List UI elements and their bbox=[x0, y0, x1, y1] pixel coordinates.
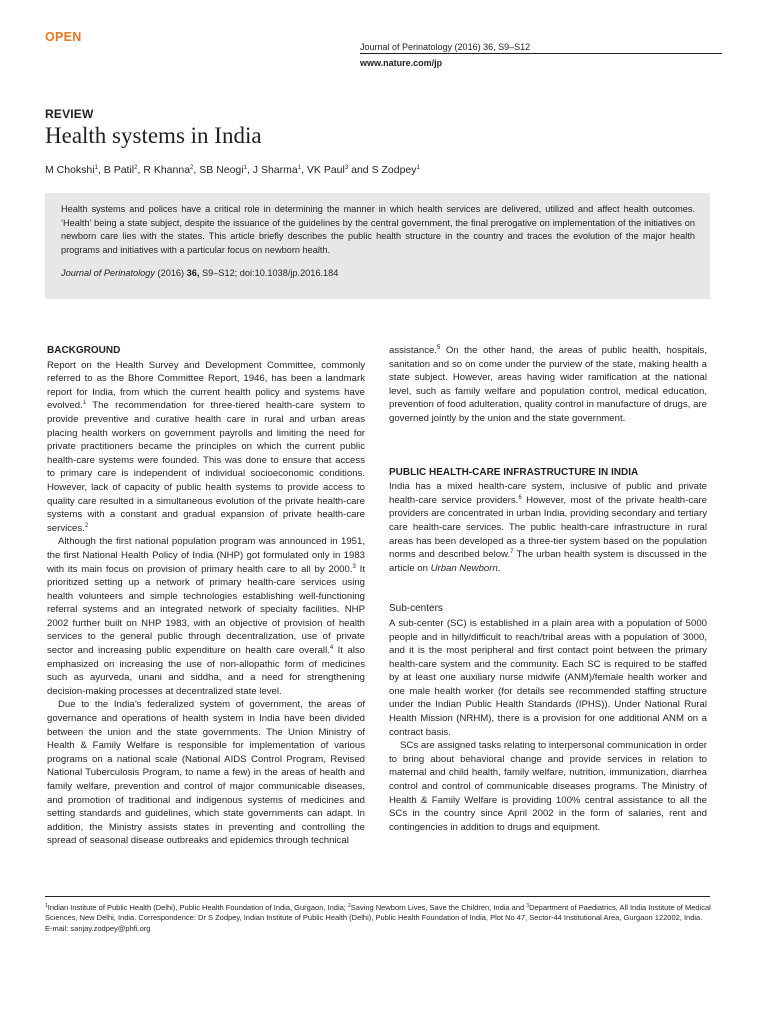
author-list: M Chokshi$^1$, B Patil$^2$, R Khanna$^2$, SB Neogi$^1$, J Sharma$^1$, VK Paul$^3$ and S Zodpey$^1$ bbox=[45, 164, 420, 176]
author-conjunction: and bbox=[348, 164, 372, 176]
paragraph-text: assistance. bbox=[389, 345, 437, 356]
affiliation-marker: 1 bbox=[45, 903, 48, 909]
reference-marker[interactable]: 4 bbox=[329, 645, 334, 652]
section-label: REVIEW bbox=[45, 107, 94, 121]
header-rule bbox=[360, 53, 722, 54]
author-affiliation: 2 bbox=[190, 165, 194, 171]
citation-pages-doi: S9–S12; doi:10.1038/jp.2016.184 bbox=[199, 268, 339, 279]
journal-citation-header: Journal of Perinatology (2016) 36, S9–S12 bbox=[360, 42, 531, 52]
abstract-box bbox=[45, 193, 710, 299]
paragraph-text: However, most of the private health-care providers are concentrated in urban India, providing secondary and tertiary care health-care services. The public health-care infrastructure in rural areas has been developed as a three-tier system based on the population norms and described below. bbox=[389, 494, 708, 561]
reference-marker[interactable]: 2 bbox=[84, 522, 89, 529]
journal-url-link[interactable]: www.nature.com/jp bbox=[360, 58, 443, 68]
paragraph-text: India has a mixed health-care system, inclusive of public and private health-care service providers. bbox=[389, 481, 707, 506]
paragraph-text: Although the first national population program was announced in 1951, the first National Health Policy of India (NHP) got formulated only in 1983 with its main focus on provision of primary health care to all by 2000. bbox=[47, 536, 365, 575]
affiliation-text: Indian Institute of Public Health (Delhi), Public Health Foundation of India, Gurgaon, India; bbox=[47, 903, 348, 912]
reference-marker[interactable]: 7 bbox=[510, 549, 514, 556]
author-affiliation: 3 bbox=[344, 165, 349, 171]
infrastructure-heading: PUBLIC HEALTH-CARE INFRASTRUCTURE IN INDIA bbox=[389, 466, 639, 478]
body-column-right bbox=[389, 344, 707, 834]
reference-marker[interactable]: 3 bbox=[352, 563, 356, 570]
body-paragraph: A sub-center (SC) is established in a plain area with a population of 5000 people and in hilly/difficult to reach/tribal areas with a population of 3000, and it is the most peripheral and first contact point between the primary health-care system and the community. Each SC is required to be staffed by at least one auxiliary nurse midwife (ANM)/female health worker and one male health worker (for details see recommended staffing structure under the Indian Public Health Standards (IPHS)). Under National Rural Health Mission (NRHM), there is a provision for one additional ANM on a contract basis. bbox=[389, 617, 707, 738]
author-name: B Patil bbox=[103, 164, 135, 176]
body-paragraph bbox=[389, 480, 707, 575]
background-heading: BACKGROUND bbox=[47, 345, 121, 356]
correspondence-email[interactable]: E-mail: sanjay.zodpey@phfi.org bbox=[45, 923, 151, 933]
body-paragraph: SCs are assigned tasks relating to interpersonal communication in order to bring about behavioral change and provide services in relation to maternal and child health, family welfare, nutrition, immunization, diarrhea control and control of communicable diseases programs. The Ministry of Health & Family Welfare is providing 100% central assistance to all the SCs in the country since April 2002 in the form of salaries, rent and contingencies in addition to drugs and equipment. bbox=[389, 740, 707, 833]
body-paragraph: Due to the India’s federalized system of government, the areas of governance and operations of health system in India have been divided between the union and the state governments. The Union Ministry of Health & Family Welfare is responsible for implementation of various programs on a national scale (National AIDS Control Program, Revised National Tuberculosis Program, to name a few) in the areas of health and family welfare, prevention and control of major communicable diseases, and promotion of traditional and indigenous systems of medicines and setting standards and guidelines, which state governments can adapt. In addition, the Ministry assists states in preventing and controlling the spread of seasonal disease outbreaks and epidemics through technical bbox=[47, 699, 365, 847]
body-paragraph bbox=[47, 535, 365, 698]
author-name: R Khanna bbox=[143, 164, 191, 176]
body-column-left bbox=[47, 344, 365, 848]
reference-marker[interactable]: 1 bbox=[82, 400, 87, 407]
paragraph-text: The urban health system is discussed in the article on bbox=[389, 549, 707, 574]
article-title: Health systems in India bbox=[45, 123, 262, 148]
paragraph-text: Report on the Health Survey and Development Committee, commonly referred to as the Bhore Committee Report, 1946, has been a landmark report for India, from which the current health policy and systems have evolved. bbox=[47, 359, 365, 412]
affiliation-marker: 2 bbox=[347, 903, 351, 909]
affiliation-footnote bbox=[45, 903, 713, 934]
author-affiliation: 1 bbox=[416, 165, 420, 171]
author-name: S Zodpey bbox=[371, 164, 417, 176]
author-affiliation: 1 bbox=[297, 165, 302, 171]
open-access-badge: OPEN bbox=[45, 30, 82, 44]
reference-marker[interactable]: 6 bbox=[518, 494, 522, 501]
affiliation-marker: 3 bbox=[526, 903, 530, 909]
affiliation-text: Saving Newborn Lives, Save the Children, India and bbox=[350, 903, 527, 912]
paragraph-text: On the other hand, the areas of public health, hospitals, sanitation and so on come under the purview of the state, making health a state subject. However, areas having wider ramification at the national level, such as family welfare and population control, medical education, prevention of food adulteration, quality control in manufacture of drugs, are governed jointly by the union and the state government. bbox=[389, 345, 707, 424]
paragraph-text: . bbox=[497, 562, 501, 574]
footnote-rule bbox=[45, 896, 710, 897]
reference-marker[interactable]: 5 bbox=[437, 345, 441, 351]
paragraph-text: It also emphasized on increasing the use of non-allopathic form of medicines such as ayurveda, unani and siddha, and a need for strengthening decision-making processes at decentralized state level. bbox=[47, 645, 365, 697]
author-affiliation: 2 bbox=[134, 165, 138, 171]
article-citation bbox=[61, 268, 694, 278]
author-name: M Chokshi bbox=[45, 164, 95, 176]
body-paragraph bbox=[47, 359, 365, 536]
paragraph-text: It prioritized setting up a network of primary health-care services using health volunteers and simple technologies establishing well-functioning referral systems and an integrated network of specialty facilities. NHP 2002 further built on NHP 1983, with an objective of provision of health services to the general public through decentralization, use of private sector and increasing public expenditure on health care overall. bbox=[47, 563, 366, 657]
author-affiliation: 1 bbox=[94, 165, 98, 171]
author-name: J Sharma bbox=[252, 164, 298, 176]
affiliation-text: Department of Paediatrics, All India Institute of Medical Sciences, New Delhi, India. Correspondence: Dr S Zodpey, Indian Institute of Public Health (Delhi), Public Health Foundation of India, Plot No 47, Sector-44 Institutional Area, Gurgaon 122002, India. bbox=[45, 903, 711, 923]
citation-volume: 36, bbox=[186, 268, 200, 279]
body-paragraph bbox=[389, 344, 707, 426]
abstract-text: Health systems and polices have a critical role in determining the manner in which health services are delivered, utilized and affect health outcomes. ‘Health’ being a state subject, despite the issuance of the guidelines by the central government, the final prerogative on implementation of the initiatives on newborn care lies with the states. This article briefly describes the public health structure in the country and traces the evolution of the major health programs and initiatives with a particular focus on newborn health. bbox=[61, 204, 695, 255]
article-crossref: Urban Newborn bbox=[430, 562, 498, 574]
author-name: SB Neogi bbox=[199, 164, 244, 176]
author-affiliation: 1 bbox=[243, 165, 247, 171]
citation-year: (2016) bbox=[154, 268, 187, 279]
author-name: VK Paul bbox=[306, 164, 345, 176]
citation-journal: Journal of Perinatology bbox=[61, 268, 155, 279]
subcenters-heading: Sub-centers bbox=[389, 603, 443, 615]
paragraph-text: The recommendation for three-tiered health-care system to provide preventive and curative health care in rural and urban areas placing health workers on government payrolls and limiting the need for private practitioners became the principles on which the current public health-care systems were founded. This was done to ensure that access to primary care is independent of individual socioeconomic conditions. However, lack of capacity of public health systems to provide access to quality care resulted in a simultaneous evolution of the private health-care systems with a constant and gradual expansion of private health-care services. bbox=[47, 400, 365, 534]
